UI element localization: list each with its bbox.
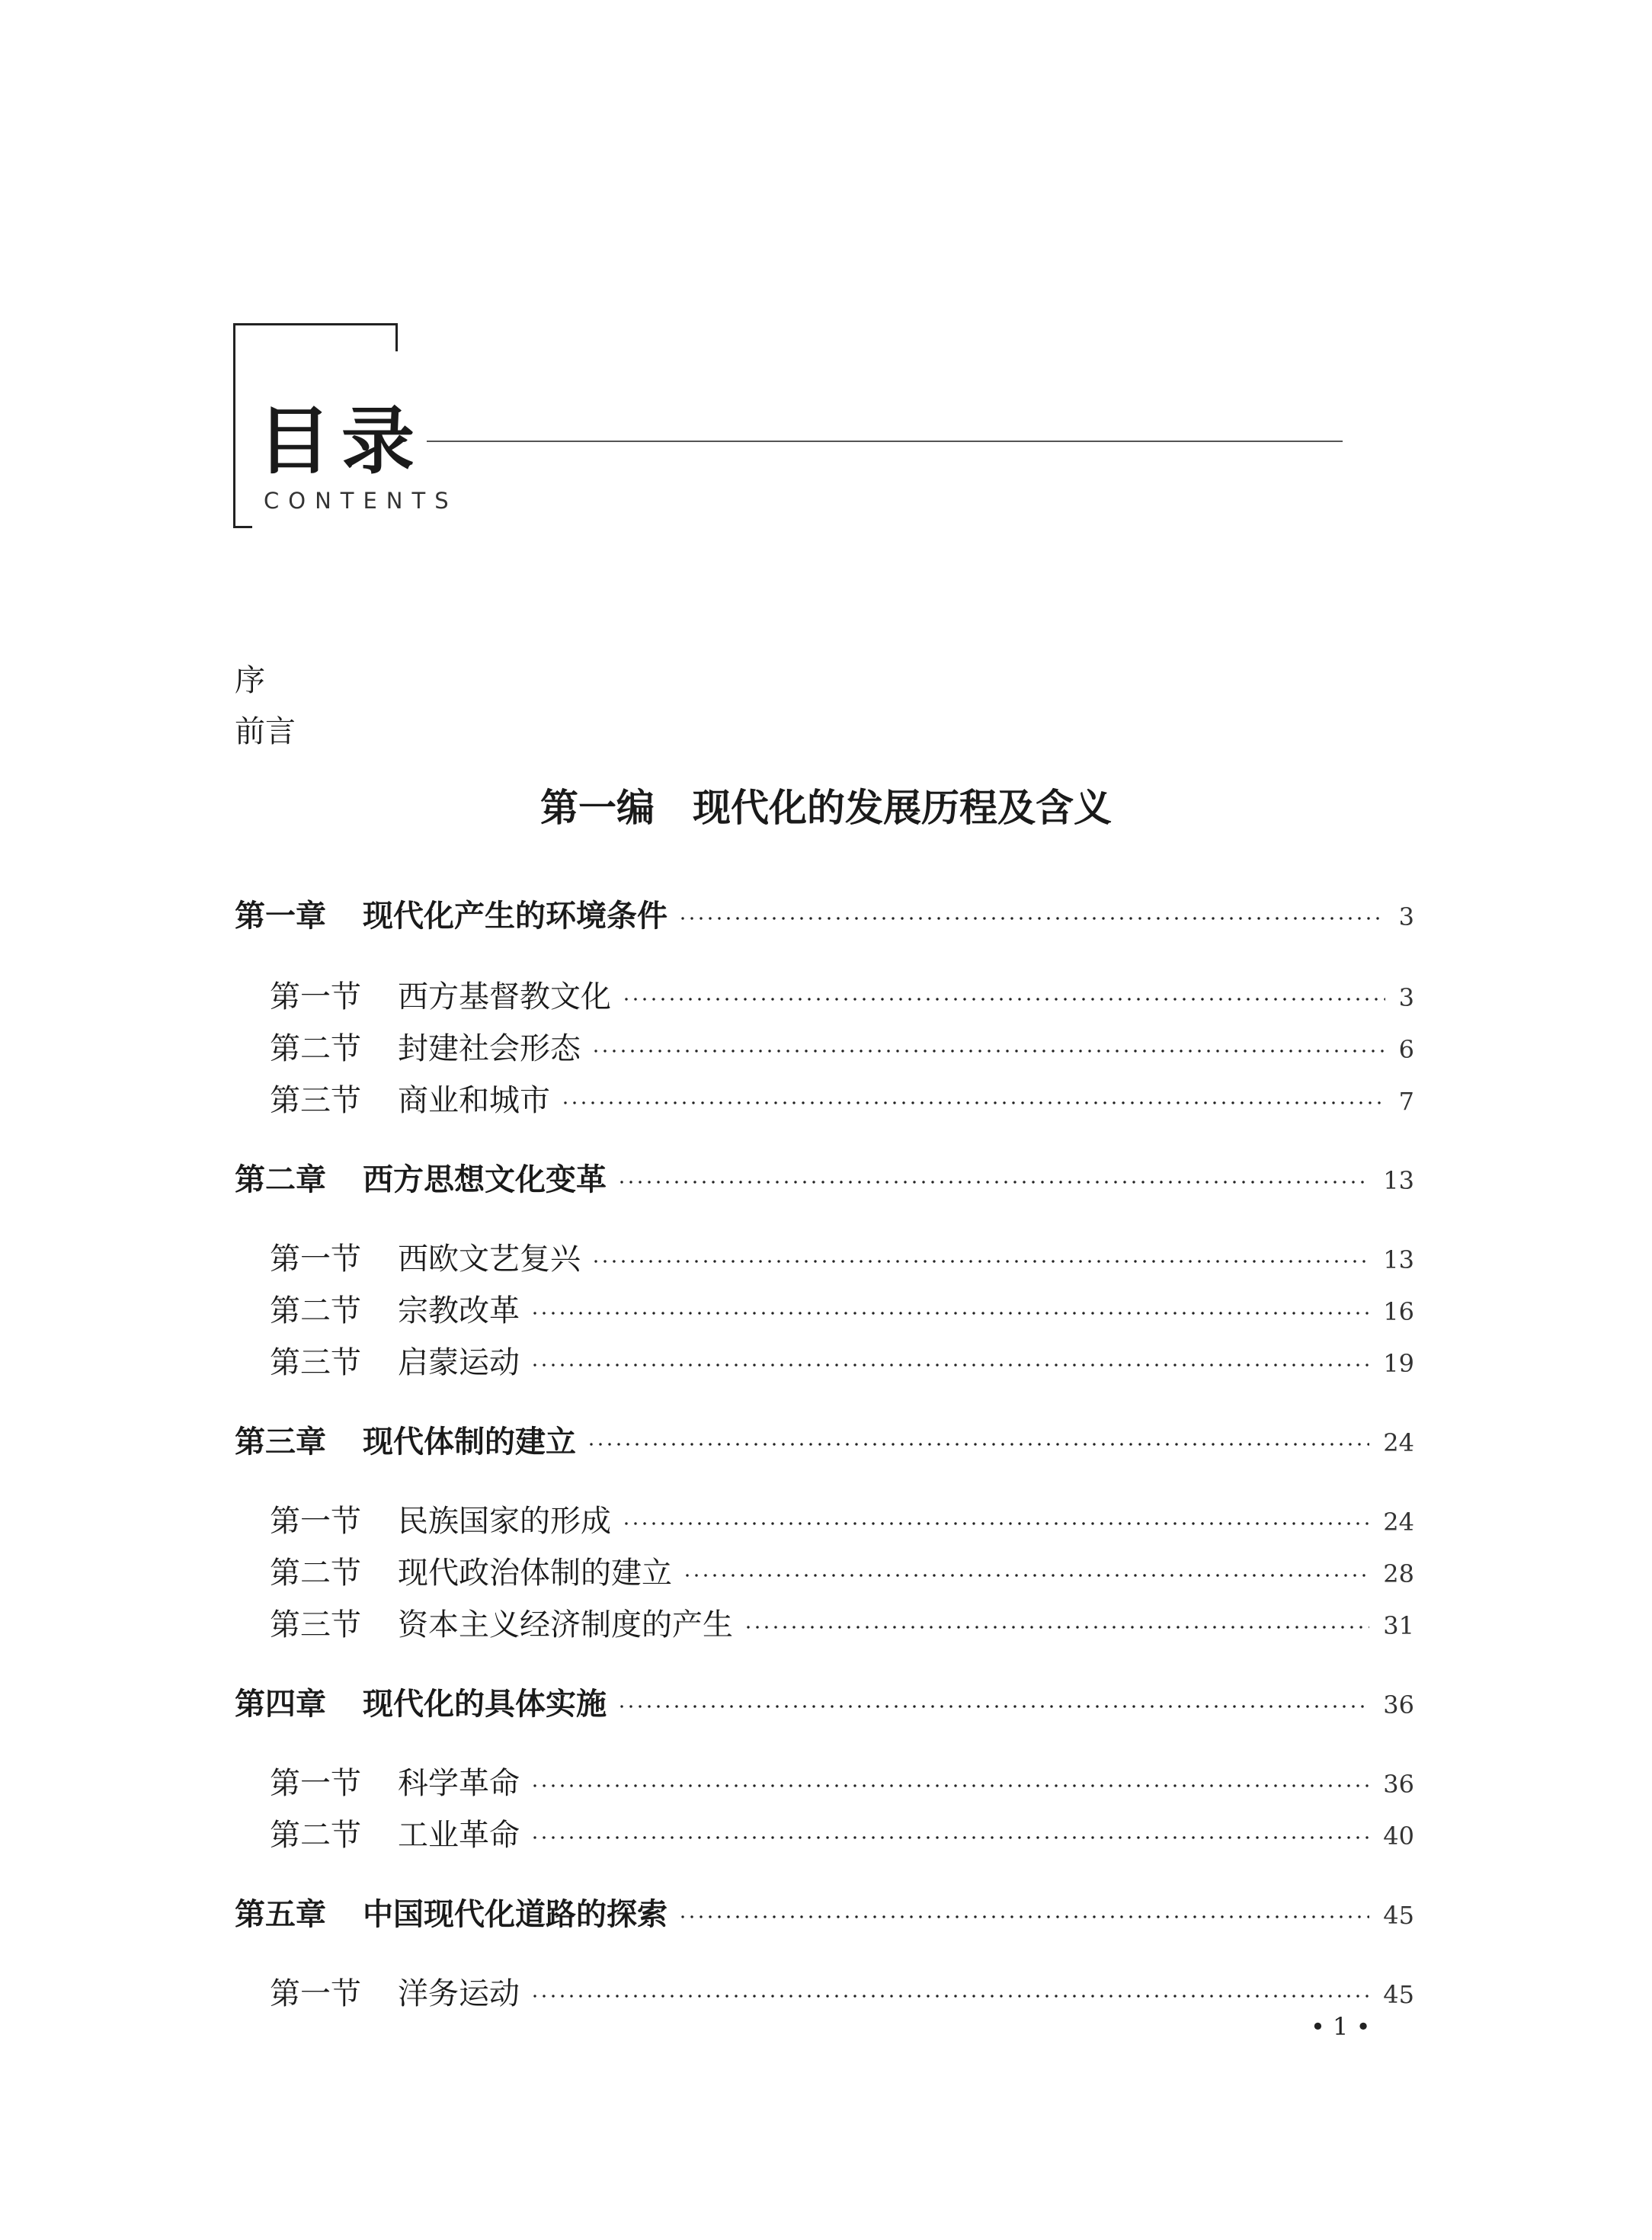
toc-page-number: 40 bbox=[1383, 1822, 1414, 1851]
toc-section-5-1[interactable] bbox=[270, 1969, 1414, 2012]
dot-leader bbox=[591, 1049, 1385, 1053]
toc-entry-label: 第二节 工业革命 bbox=[270, 1817, 520, 1853]
dot-leader bbox=[530, 1364, 1369, 1367]
dot-leader bbox=[622, 1522, 1369, 1525]
page-title: 目录 bbox=[258, 399, 425, 484]
toc-entry-label: 第一节 西方基督教文化 bbox=[270, 979, 611, 1014]
dot-leader bbox=[617, 1705, 1369, 1708]
toc-page-number: 13 bbox=[1383, 1166, 1414, 1195]
toc-chapter-2[interactable] bbox=[235, 1155, 1414, 1198]
toc-entry-label: 第三节 商业和城市 bbox=[270, 1082, 550, 1118]
toc-page-number: 6 bbox=[1398, 1035, 1414, 1064]
toc-page-number: 45 bbox=[1383, 1901, 1414, 1930]
toc-section-2-2[interactable] bbox=[270, 1287, 1414, 1329]
toc-page-number: 45 bbox=[1383, 1980, 1414, 2009]
toc-chapter-4[interactable] bbox=[235, 1680, 1414, 1722]
toc-entry-label: 第二节 宗教改革 bbox=[270, 1293, 520, 1328]
toc-section-3-2[interactable] bbox=[270, 1549, 1414, 1591]
toc-page-number: 3 bbox=[1398, 902, 1414, 931]
toc-chapter-1[interactable] bbox=[235, 892, 1414, 934]
dot-leader bbox=[530, 1995, 1369, 1998]
toc-entry-label: 第二章 西方思想文化变革 bbox=[235, 1162, 607, 1197]
toc-entry-label: 第三节 资本主义经济制度的产生 bbox=[270, 1607, 733, 1642]
dot-leader bbox=[561, 1101, 1385, 1104]
dot-leader bbox=[678, 917, 1385, 920]
toc-page-number: 24 bbox=[1383, 1508, 1414, 1537]
dot-leader bbox=[617, 1181, 1369, 1184]
title-rule bbox=[427, 441, 1343, 442]
toc-entry-label: 第三章 现代体制的建立 bbox=[235, 1424, 576, 1460]
toc-section-2-3[interactable] bbox=[270, 1338, 1414, 1381]
toc-entry-label: 第二节 封建社会形态 bbox=[270, 1030, 581, 1066]
toc-section-4-2[interactable] bbox=[270, 1811, 1414, 1854]
toc-entry-label: 第一节 民族国家的形成 bbox=[270, 1503, 611, 1539]
front-matter-preface[interactable]: 序 bbox=[235, 663, 265, 698]
toc-page-number: 19 bbox=[1383, 1349, 1414, 1378]
dot-leader bbox=[530, 1784, 1369, 1787]
toc-page-number: 3 bbox=[1398, 983, 1414, 1012]
toc-page-number: 7 bbox=[1398, 1087, 1414, 1116]
toc-entry-label: 第一节 洋务运动 bbox=[270, 1976, 520, 2011]
dot-leader bbox=[622, 998, 1385, 1001]
toc-section-2-1[interactable] bbox=[270, 1235, 1414, 1277]
toc-section-1-2[interactable] bbox=[270, 1024, 1414, 1067]
dot-leader bbox=[530, 1312, 1369, 1315]
toc-section-4-1[interactable] bbox=[270, 1759, 1414, 1802]
toc-section-1-3[interactable] bbox=[270, 1076, 1414, 1119]
toc-entry-label: 第四章 现代化的具体实施 bbox=[235, 1686, 607, 1722]
toc-entry-label: 第一节 科学革命 bbox=[270, 1765, 520, 1801]
dot-leader bbox=[587, 1443, 1369, 1446]
toc-section-3-3[interactable] bbox=[270, 1601, 1414, 1643]
dot-leader bbox=[591, 1260, 1369, 1263]
toc-section-1-1[interactable] bbox=[270, 973, 1414, 1015]
dot-leader bbox=[678, 1915, 1369, 1918]
toc-entry-label: 第三节 启蒙运动 bbox=[270, 1344, 520, 1380]
toc-entry-label: 第一章 现代化产生的环境条件 bbox=[235, 898, 668, 934]
page-subtitle: CONTENTS bbox=[264, 488, 458, 514]
toc-entry-label: 第一节 西欧文艺复兴 bbox=[270, 1241, 581, 1277]
toc-entry-label: 第五章 中国现代化道路的探索 bbox=[235, 1896, 668, 1932]
dot-leader bbox=[530, 1836, 1369, 1839]
front-matter-foreword[interactable]: 前言 bbox=[235, 714, 296, 749]
toc-entry-label: 第二节 现代政治体制的建立 bbox=[270, 1555, 672, 1591]
dot-leader bbox=[683, 1574, 1369, 1577]
toc-page-number: 36 bbox=[1383, 1770, 1414, 1799]
toc-chapter-3[interactable] bbox=[235, 1418, 1414, 1460]
toc-page-number: 36 bbox=[1383, 1690, 1414, 1719]
toc-page-number: 16 bbox=[1383, 1297, 1414, 1326]
footer-page-number: • 1 • bbox=[1311, 2012, 1371, 2041]
toc-section-3-1[interactable] bbox=[270, 1497, 1414, 1540]
dot-leader bbox=[744, 1626, 1369, 1629]
toc-page-number: 31 bbox=[1383, 1611, 1414, 1640]
toc-page-number: 24 bbox=[1383, 1428, 1414, 1457]
toc-page-number: 28 bbox=[1383, 1559, 1414, 1588]
toc-chapter-5[interactable] bbox=[235, 1890, 1414, 1933]
toc-page-number: 13 bbox=[1383, 1245, 1414, 1274]
part-title: 第一编 现代化的发展历程及含义 bbox=[540, 785, 1112, 830]
